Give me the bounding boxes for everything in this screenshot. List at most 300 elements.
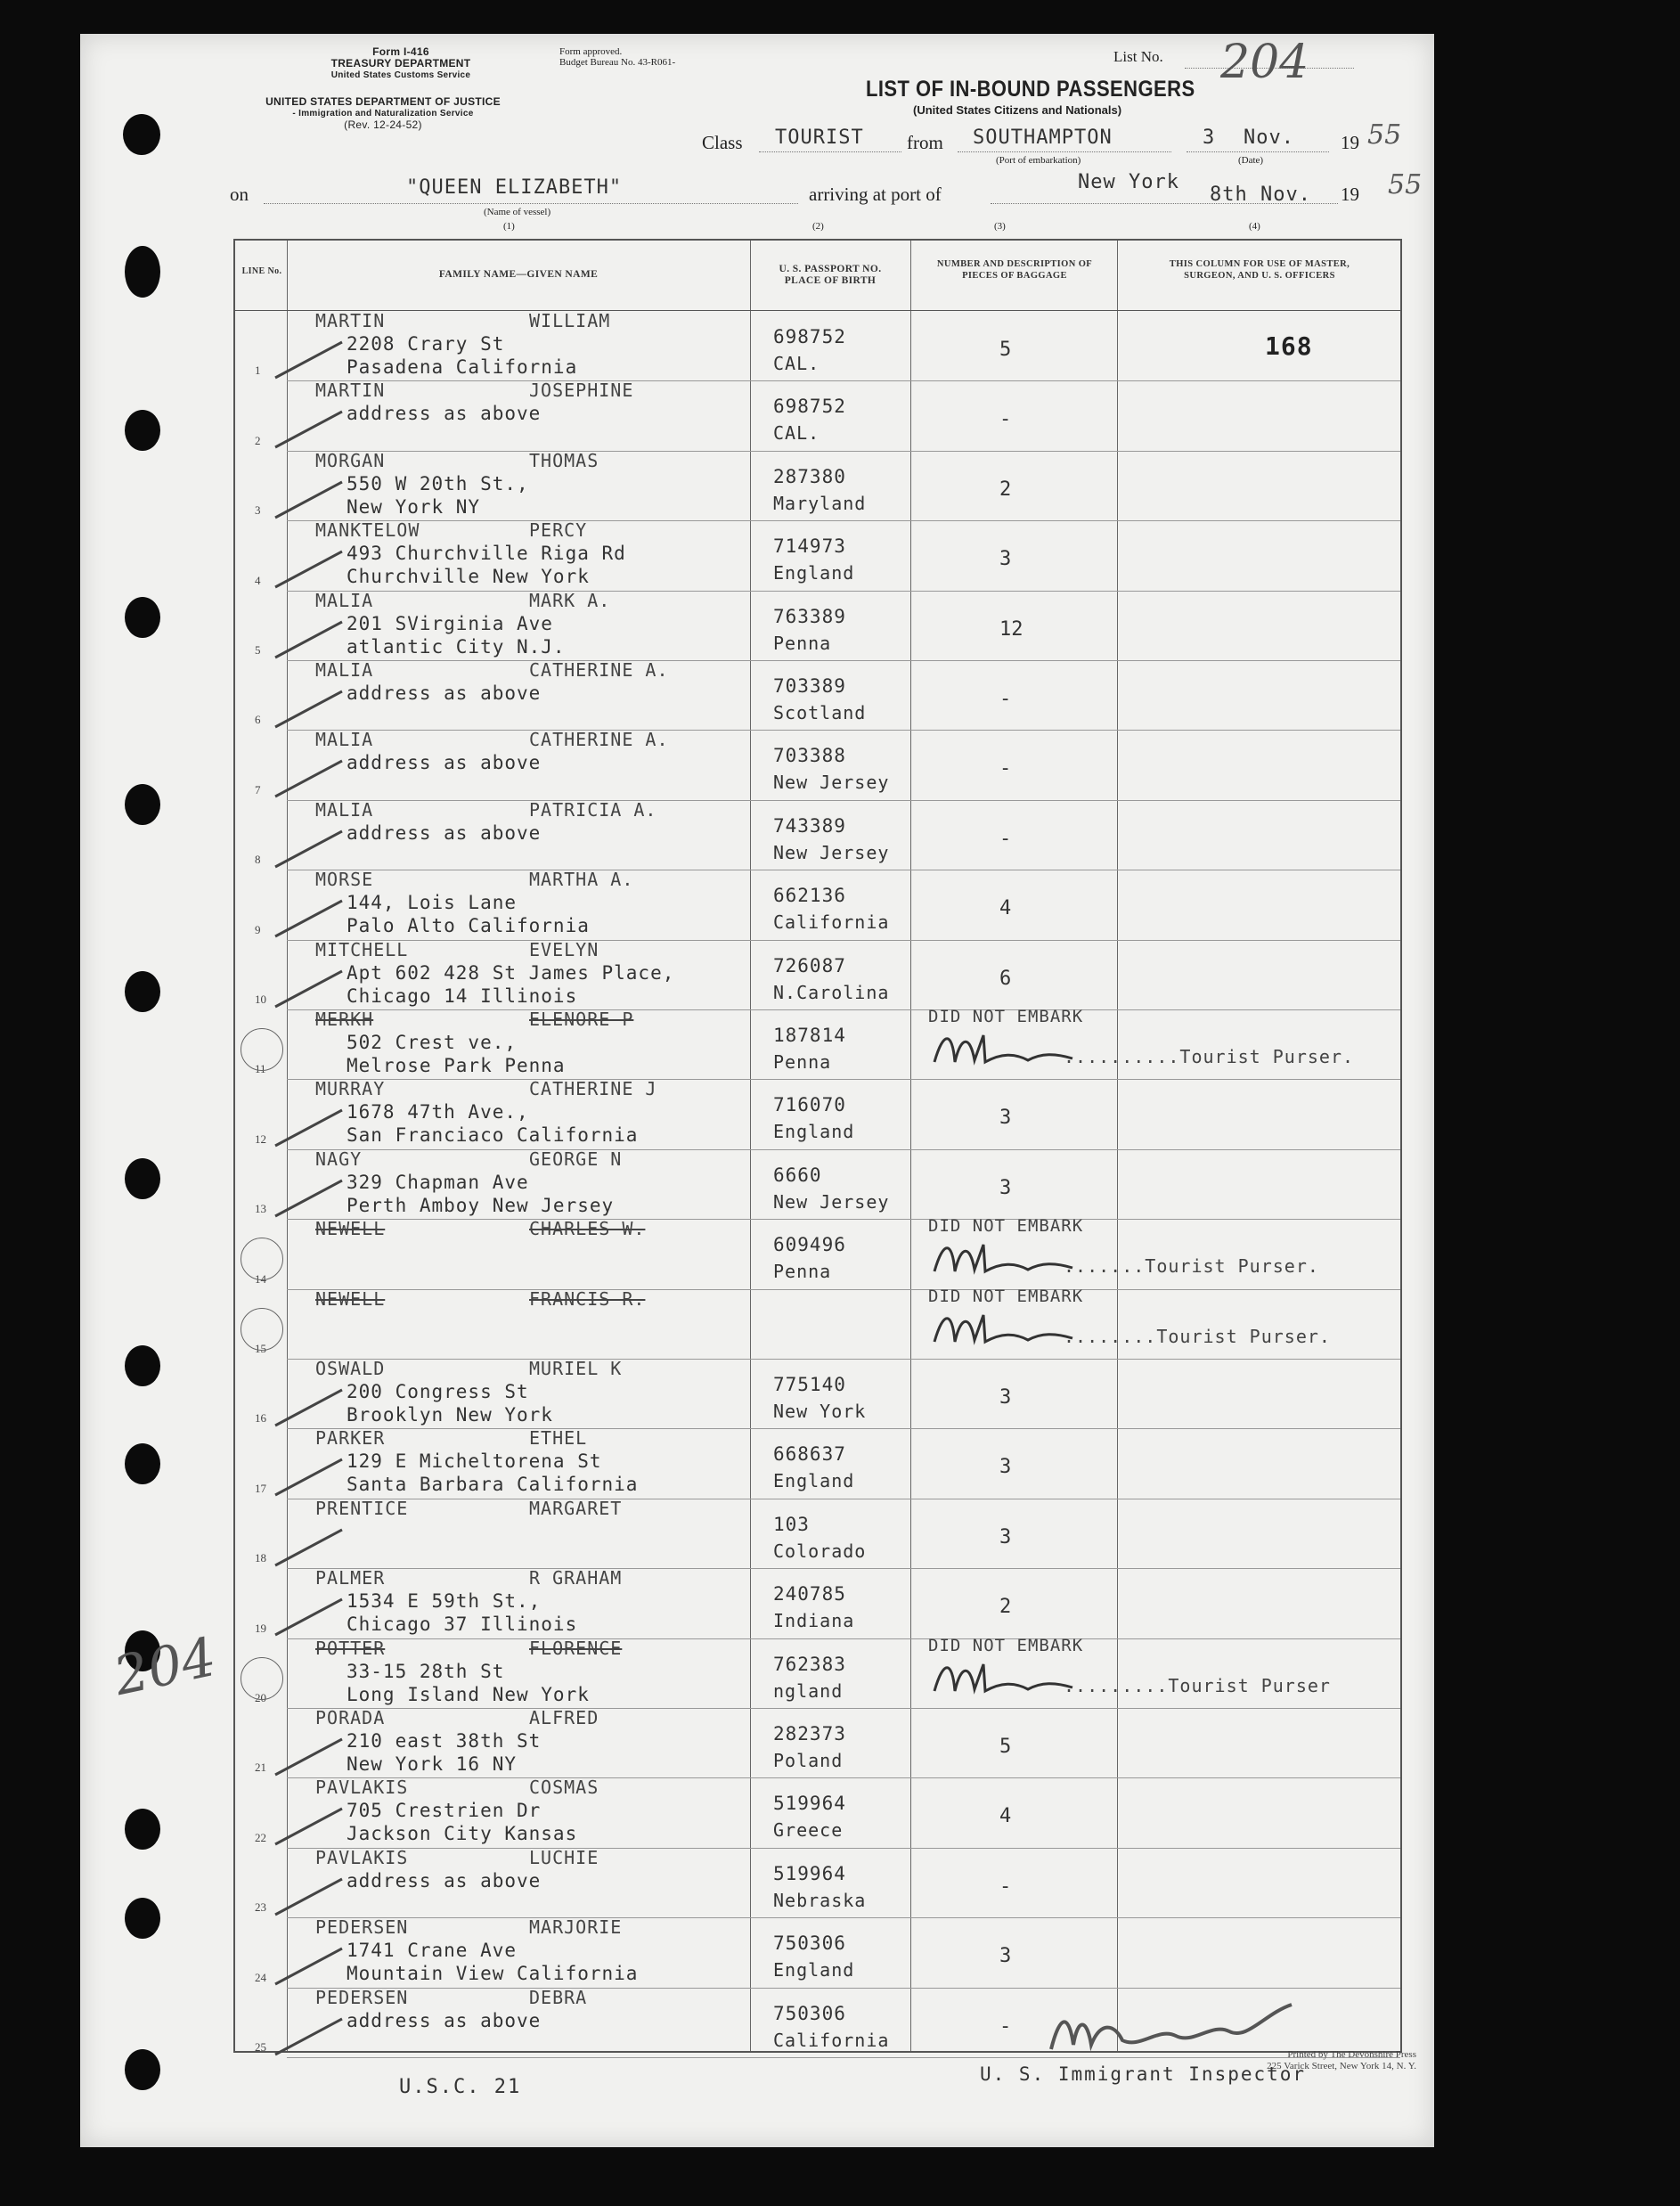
place-of-birth: New York (773, 1401, 867, 1422)
given-name: LUCHIE (529, 1846, 599, 1868)
check-mark-icon (271, 1736, 351, 1780)
arrival-year-prefix: 19 (1341, 184, 1359, 205)
address-line-1: 493 Churchville Riga Rd (347, 543, 626, 565)
table-row (235, 449, 1400, 521)
table-row (235, 312, 1400, 381)
table-row (235, 1150, 1400, 1220)
baggage-count: - (999, 408, 1012, 431)
passport-number: 6660 (773, 1164, 822, 1186)
justice-dept: UNITED STATES DEPARTMENT OF JUSTICE (265, 95, 501, 108)
baggage-count: - (999, 688, 1012, 710)
address-line-1: 550 W 20th St., (347, 472, 529, 494)
line-number: 24 (255, 1970, 266, 1984)
passport-number: 698752 (773, 326, 846, 347)
place-of-birth: England (773, 1121, 855, 1143)
family-name: MERKH (315, 1009, 374, 1030)
address-line-2: Palo Alto California (347, 915, 590, 937)
place-of-birth: Nebraska (773, 1889, 867, 1911)
form-title: LIST OF IN-BOUND PASSENGERS (866, 77, 1195, 102)
date-year-prefix: 19 (1341, 132, 1359, 153)
col-name: FAMILY NAME—GIVEN NAME (438, 269, 599, 280)
family-name: PARKER (315, 1427, 386, 1450)
table-row (235, 1569, 1400, 1638)
given-name: PATRICIA A. (529, 798, 657, 821)
vessel-line (264, 203, 798, 204)
address-line-1: 200 Congress St (347, 1381, 529, 1402)
date-year-suffix: 55 (1367, 119, 1402, 151)
address-line-2: Perth Amboy New Jersey (347, 1194, 615, 1216)
inspector-label: U. S. Immigrant Inspector (980, 2063, 1307, 2085)
given-name: FLORENCE (529, 1637, 623, 1659)
passport-number: 703388 (773, 745, 846, 767)
given-name: MARTHA A. (529, 869, 634, 891)
place-of-birth: New Jersey (773, 772, 890, 794)
address-line-2: atlantic City N.J. (347, 635, 566, 658)
place-of-birth: ngland (773, 1679, 844, 1702)
line-number: 20 (255, 1690, 266, 1704)
given-name: FRANCIS R. (529, 1287, 646, 1310)
punch-hole-8 (125, 1345, 160, 1386)
given-name: CATHERINE A. (529, 729, 669, 751)
family-name: MALIA (315, 729, 374, 751)
line-number: 16 (255, 1411, 266, 1426)
check-mark-icon (271, 688, 351, 732)
from-label: from (907, 132, 943, 153)
purser-note: .......Tourist Purser. (1064, 1255, 1319, 1278)
form-approved: Form approved. (559, 46, 623, 57)
baggage-count: 5 (999, 1736, 1012, 1758)
given-name: ETHEL (529, 1427, 588, 1450)
address-line-1: address as above (347, 403, 542, 425)
address-line-1: 144, Lois Lane (347, 892, 518, 914)
form-subtitle: (United States Citizens and Nationals) (913, 103, 1122, 117)
table-row (235, 661, 1400, 731)
ins-service: - Immigration and Naturalization Service (292, 109, 474, 118)
punch-hole-2 (125, 246, 160, 298)
given-name: CATHERINE A. (529, 659, 669, 681)
col-line-no: LINE No. (241, 266, 282, 276)
header-divider (235, 310, 1400, 311)
place-of-birth: New Jersey (773, 1190, 890, 1213)
baggage-count: 3 (999, 1386, 1012, 1409)
baggage-count: - (999, 827, 1012, 850)
circled-line-mark (241, 1657, 283, 1700)
line-number: 12 (255, 1132, 266, 1146)
address-line-2: Melrose Park Penna (347, 1055, 566, 1076)
check-mark-icon (271, 1596, 351, 1640)
purser-signature (930, 1655, 1081, 1700)
check-mark-icon (271, 339, 351, 383)
passport-number: 519964 (773, 1862, 846, 1884)
class-line (759, 151, 901, 152)
family-name: MURRAY (315, 1078, 386, 1100)
col-passport: U. S. PASSPORT NO. PLACE OF BIRTH (779, 264, 882, 286)
punch-hole-6 (125, 971, 160, 1012)
table-row (235, 1216, 1400, 1289)
given-name: CATHERINE J (529, 1078, 657, 1100)
table-row (235, 1918, 1400, 1988)
check-mark-icon (271, 1805, 351, 1850)
family-name: NAGY (315, 1148, 363, 1170)
passport-number: 750306 (773, 2002, 846, 2024)
table-row (235, 870, 1400, 940)
given-name: GEORGE N (529, 1148, 623, 1170)
treasury-dept: TREASURY DEPARTMENT (330, 57, 471, 69)
check-mark-icon (271, 1107, 351, 1151)
line-number: 21 (255, 1761, 266, 1775)
baggage-count: 3 (999, 1107, 1012, 1130)
place-of-birth: Scotland (773, 702, 867, 723)
col-baggage: NUMBER AND DESCRIPTION OF PIECES OF BAGGAGE (936, 259, 1093, 281)
place-of-birth: Poland (773, 1750, 844, 1771)
table-row (235, 1846, 1400, 1918)
check-mark-icon (271, 1945, 351, 1989)
class-value: TOURIST (775, 127, 864, 149)
passport-number: 519964 (773, 1793, 846, 1815)
purser-note: ........Tourist Purser. (1064, 1325, 1331, 1347)
date-line (1187, 151, 1329, 152)
check-mark-icon (271, 1177, 351, 1221)
family-name: PRENTICE (315, 1497, 409, 1519)
address-line-1: 502 Crest ve., (347, 1032, 518, 1053)
passenger-table (233, 239, 1402, 2053)
passport-number: 762383 (773, 1653, 846, 1675)
address-line-2: Mountain View California (347, 1963, 639, 1985)
circled-line-mark (241, 1308, 283, 1351)
arriving-label: arriving at port of (809, 184, 942, 205)
baggage-status: DID NOT EMBARK (928, 1216, 1084, 1237)
address-line-1: 329 Chapman Ave (347, 1171, 529, 1193)
baggage-count: - (999, 2014, 1012, 2038)
baggage-status: DID NOT EMBARK (928, 1007, 1084, 1026)
address-line-2: Long Island New York (347, 1683, 590, 1705)
passport-number: 716070 (773, 1094, 846, 1116)
punch-hole-5 (125, 784, 160, 825)
table-row (235, 1499, 1400, 1569)
place-of-birth: Colorado (773, 1540, 867, 1562)
punch-hole-3 (125, 410, 160, 451)
given-name: WILLIAM (529, 310, 611, 331)
place-of-birth: Greece (773, 1819, 844, 1842)
family-name: MALIA (315, 659, 374, 681)
baggage-count: 6 (999, 967, 1012, 990)
family-name: NEWELL (315, 1218, 386, 1240)
date-day: 3 (1203, 127, 1216, 149)
address-line-1: 705 Crestrien Dr (347, 1800, 542, 1822)
given-name: ELENORE P (529, 1009, 634, 1030)
list-no-label: List No. (1113, 48, 1163, 65)
family-name: MORSE (315, 869, 374, 891)
line-number: 23 (255, 1900, 266, 1915)
line-number: 4 (255, 573, 261, 587)
on-label: on (230, 184, 249, 205)
place-of-birth: California (773, 911, 890, 934)
check-mark-icon (271, 408, 351, 453)
line-number: 10 (255, 992, 266, 1006)
line-number: 3 (255, 503, 261, 518)
date-caption: (Date) (1238, 155, 1264, 166)
baggage-count: - (999, 757, 1012, 780)
given-name: THOMAS (529, 449, 599, 471)
table-row (235, 731, 1400, 800)
given-name: COSMAS (529, 1777, 599, 1799)
family-name: MALIA (315, 589, 374, 611)
given-name: MARK A. (529, 589, 611, 611)
check-mark-icon (271, 968, 351, 1012)
check-mark-icon (271, 548, 351, 592)
caption-2: (2) (812, 221, 824, 232)
arrival-port: New York (1078, 171, 1179, 193)
given-name: DEBRA (529, 1986, 588, 2008)
port-embarkation: SOUTHAMPTON (973, 127, 1113, 149)
family-name: PEDERSEN (315, 1916, 409, 1939)
address-line-1: 2208 Crary St (347, 333, 505, 355)
purser-signature (930, 1026, 1081, 1071)
family-name: PALMER (315, 1567, 386, 1589)
given-name: PERCY (529, 519, 588, 542)
family-name: MARTIN (315, 380, 386, 402)
passport-number: 187814 (773, 1025, 846, 1046)
form-number: Form I-416 (372, 45, 429, 58)
line-number: 14 (255, 1271, 266, 1286)
table-row (235, 521, 1400, 591)
address-line-2: Churchville New York (347, 566, 590, 588)
check-mark-icon (271, 757, 351, 802)
table-row (235, 1007, 1400, 1080)
purser-note: ..........Tourist Purser. (1064, 1046, 1355, 1067)
address-line-2: Chicago 37 Illinois (347, 1614, 578, 1636)
baggage-count: 2 (999, 1596, 1012, 1619)
address-line-2: San Franciaco California (347, 1124, 639, 1147)
budget-bureau: Budget Bureau No. 43-R061- (559, 57, 676, 68)
baggage-count: 2 (999, 478, 1012, 501)
place-of-birth: Maryland (773, 492, 867, 514)
baggage-count: 4 (999, 1805, 1012, 1828)
line-number: 1 (255, 364, 261, 378)
caption-3: (3) (994, 221, 1006, 232)
form-agency-block (267, 46, 534, 81)
punch-hole-4 (125, 597, 160, 638)
address-line-2: Brooklyn New York (347, 1404, 553, 1426)
family-name: PAVLAKIS (315, 1777, 409, 1799)
address-line-1: 1741 Crane Ave (347, 1940, 518, 1962)
check-mark-icon (271, 1456, 351, 1500)
family-name: PAVLAKIS (315, 1846, 409, 1868)
given-name: JOSEPHINE (529, 380, 634, 402)
family-name: MARTIN (315, 310, 386, 331)
line-number: 19 (255, 1621, 266, 1635)
vessel-name: "QUEEN ELIZABETH" (406, 176, 623, 199)
family-name: PEDERSEN (315, 1986, 409, 2008)
arrival-date: 8th Nov. (1210, 184, 1311, 206)
place-of-birth: England (773, 562, 855, 584)
punch-hole-1 (123, 114, 160, 155)
baggage-count: 4 (999, 897, 1012, 920)
line-number: 15 (255, 1341, 266, 1355)
family-name: MANKTELOW (315, 519, 420, 542)
baggage-count: 5 (999, 339, 1012, 361)
line-number: 6 (255, 713, 261, 727)
check-mark-icon (271, 618, 351, 663)
date-month: Nov. (1244, 127, 1294, 149)
margin-note: 204 (108, 1625, 222, 1709)
given-name: MARJORIE (529, 1916, 623, 1939)
baggage-count: 3 (999, 1525, 1012, 1548)
table-row (235, 1360, 1400, 1429)
place-of-birth: CAL. (773, 353, 820, 374)
port-caption: (Port of embarkation) (996, 155, 1081, 166)
check-mark-icon (271, 1386, 351, 1431)
punch-hole-9 (125, 1443, 160, 1484)
line-number: 7 (255, 782, 261, 797)
revision-date: (Rev. 12-24-52) (344, 118, 422, 131)
address-line-1: address as above (347, 1869, 542, 1891)
address-line-2: Santa Barbara California (347, 1474, 639, 1496)
list-no-value: 204 (1220, 36, 1309, 89)
table-row (235, 1709, 1400, 1778)
punch-hole-7 (125, 1158, 160, 1199)
circled-line-mark (241, 1028, 283, 1071)
approval-block (559, 46, 773, 68)
circled-line-mark (241, 1238, 283, 1280)
baggage-count: 3 (999, 1945, 1012, 1968)
passport-number: 703389 (773, 675, 846, 697)
check-mark-icon (271, 2015, 351, 2060)
col-officers: THIS COLUMN FOR USE OF MASTER, SURGEON, AND U. S. OFFICERS (1169, 259, 1350, 281)
check-mark-icon (271, 1526, 351, 1571)
check-mark-icon (271, 478, 351, 523)
address-line-1: address as above (347, 752, 542, 774)
usc-number: U.S.C. 21 (399, 2076, 522, 2098)
check-mark-icon (271, 897, 351, 942)
address-line-1: 129 E Micheltorena St (347, 1450, 602, 1473)
passport-number: 775140 (773, 1374, 846, 1395)
address-line-1: 210 east 38th St (347, 1730, 542, 1752)
caption-4: (4) (1249, 221, 1260, 232)
table-row (235, 589, 1400, 661)
table-row (235, 798, 1400, 870)
passport-number: 714973 (773, 535, 846, 558)
punch-hole-11 (125, 1809, 160, 1850)
table-row (235, 1635, 1400, 1709)
baggage-count: 3 (999, 548, 1012, 571)
family-name: OSWALD (315, 1358, 386, 1379)
address-line-1: 201 SVirginia Ave (347, 612, 553, 634)
address-line-2: New York NY (347, 495, 481, 518)
baggage-count: 3 (999, 1176, 1012, 1199)
passport-number: 668637 (773, 1443, 846, 1466)
line-number: 22 (255, 1830, 266, 1844)
place-of-birth: England (773, 1470, 855, 1492)
passport-number: 662136 (773, 885, 846, 907)
line-number: 18 (255, 1551, 266, 1565)
punch-hole-13 (125, 2049, 160, 2090)
from-line (958, 151, 1171, 152)
line-number: 2 (255, 433, 261, 447)
table-row (235, 381, 1400, 451)
purser-note: .........Tourist Purser (1064, 1674, 1331, 1696)
given-name: CHARLES W. (529, 1218, 646, 1240)
baggage-status: DID NOT EMBARK (928, 1635, 1084, 1655)
baggage-status: DID NOT EMBARK (928, 1286, 1084, 1306)
address-line-1: Apt 602 428 St James Place, (347, 961, 675, 984)
place-of-birth: CAL. (773, 422, 820, 445)
baggage-count: 12 (999, 617, 1023, 641)
given-name: MARGARET (529, 1497, 623, 1519)
given-name: EVELYN (529, 938, 599, 960)
line-number: 17 (255, 1481, 266, 1495)
printer-line-2: 225 Varick Street, New York 14, N. Y. (1267, 2061, 1416, 2071)
passport-number: 103 (773, 1513, 810, 1535)
baggage-count: - (999, 1875, 1012, 1898)
family-name: MALIA (315, 798, 374, 821)
passport-number: 240785 (773, 1583, 846, 1605)
family-name: NEWELL (315, 1287, 386, 1310)
place-of-birth: California (773, 2029, 890, 2051)
line-number: 13 (255, 1202, 266, 1216)
address-line-1: 1534 E 59th St., (347, 1590, 542, 1613)
place-of-birth: Penna (773, 632, 832, 654)
place-of-birth: N.Carolina (773, 981, 890, 1003)
address-line-2: Chicago 14 Illinois (347, 985, 578, 1007)
place-of-birth: Penna (773, 1051, 832, 1073)
address-line-1: address as above (347, 2009, 542, 2031)
given-name: R GRAHAM (529, 1567, 623, 1589)
customs-service: United States Customs Service (330, 70, 471, 80)
caption-1: (1) (503, 221, 515, 232)
place-of-birth: England (773, 1959, 855, 1981)
family-name: POTTER (315, 1637, 386, 1659)
family-name: MITCHELL (315, 938, 409, 960)
address-line-2: New York 16 NY (347, 1753, 518, 1775)
check-mark-icon (271, 1875, 351, 1920)
table-row (235, 1080, 1400, 1149)
address-line-2: Jackson City Kansas (347, 1823, 578, 1845)
family-name: MORGAN (315, 449, 386, 471)
line-number: 8 (255, 853, 261, 867)
address-line-2: Pasadena California (347, 356, 578, 378)
inspector-signature (1042, 1996, 1309, 2067)
line-number: 9 (255, 922, 261, 936)
given-name: MURIEL K (529, 1358, 623, 1379)
passport-number: 763389 (773, 605, 846, 627)
vessel-caption: (Name of vessel) (484, 207, 551, 217)
passport-number: 698752 (773, 396, 846, 418)
given-name: ALFRED (529, 1707, 599, 1728)
purser-signature (930, 1306, 1081, 1351)
purser-signature (930, 1236, 1081, 1280)
table-row (235, 1778, 1400, 1848)
officer-mark: 168 (1265, 331, 1313, 361)
check-mark-icon (271, 828, 351, 872)
line-number: 5 (255, 642, 261, 657)
place-of-birth: Indiana (773, 1610, 855, 1632)
place-of-birth: New Jersey (773, 841, 890, 863)
line-number: 11 (255, 1062, 266, 1076)
arrival-year-suffix: 55 (1388, 169, 1423, 200)
line-number: 25 (255, 2039, 266, 2054)
place-of-birth: Penna (773, 1261, 832, 1283)
family-name: PORADA (315, 1707, 386, 1728)
baggage-count: 3 (999, 1456, 1012, 1479)
passport-number: 609496 (773, 1234, 846, 1256)
address-line-1: 33-15 28th St (347, 1660, 505, 1682)
table-row (235, 1429, 1400, 1499)
punch-hole-12 (125, 1898, 160, 1939)
table-row (235, 938, 1400, 1010)
justice-block (223, 96, 543, 131)
address-line-1: address as above (347, 821, 542, 844)
